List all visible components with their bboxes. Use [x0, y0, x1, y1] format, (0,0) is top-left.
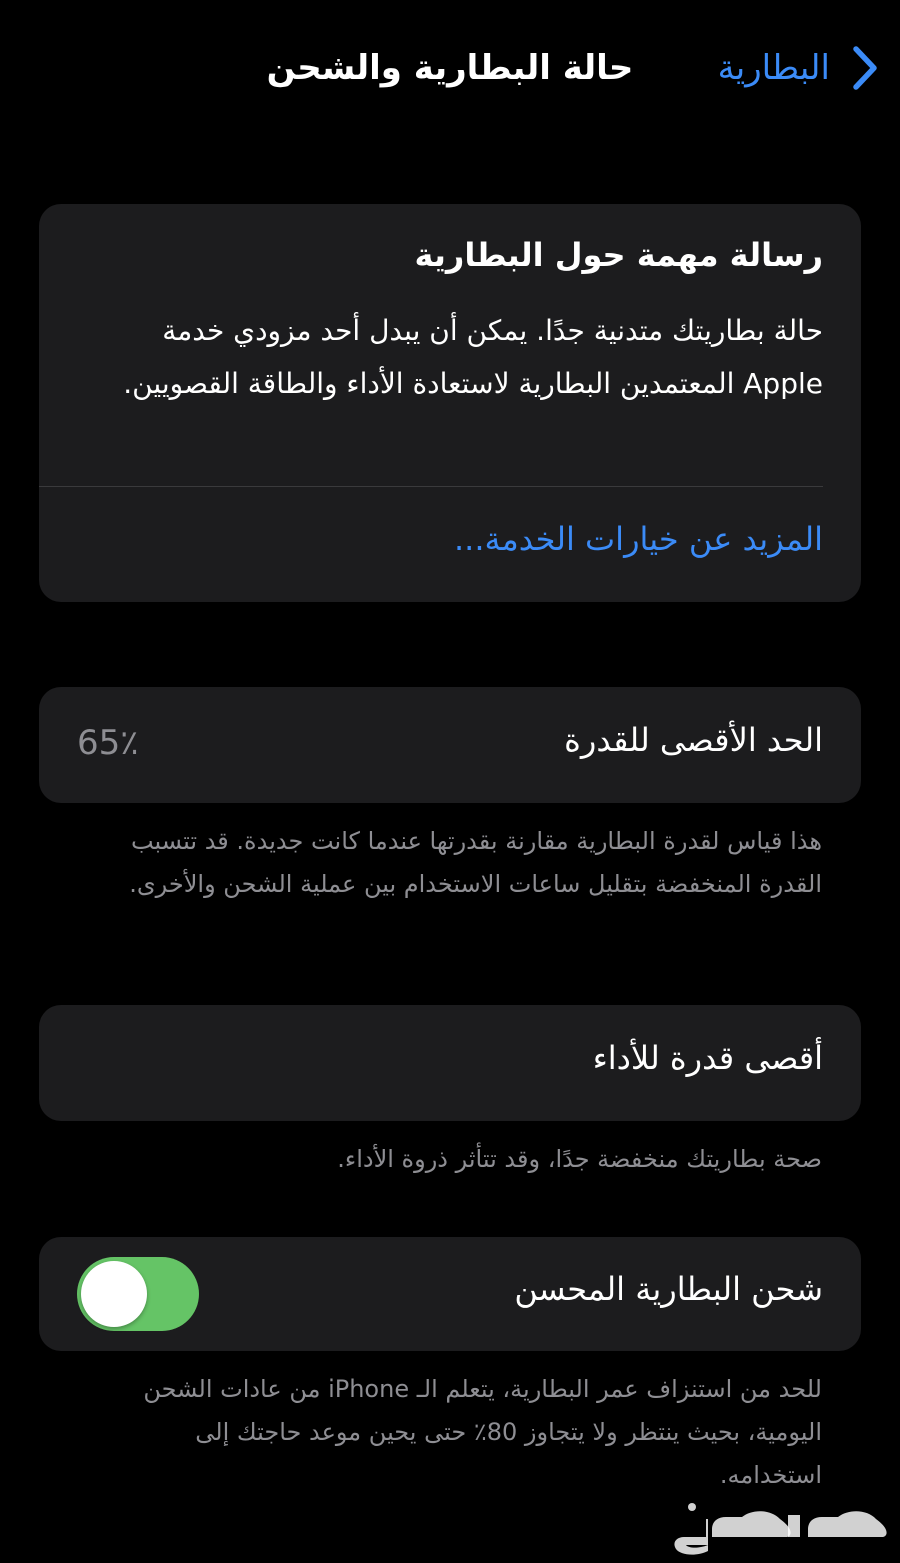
battery-message-body: حالة بطاريتك متدنية جدًا. يمكن أن يبدل أحد مزودي خدمة Apple المعتمدين البطارية لاستعادة الأداء والطاقة القصويين. — [123, 314, 823, 400]
toggle-knob — [81, 1261, 147, 1327]
important-battery-message-card — [39, 204, 861, 602]
page-title: حالة البطارية والشحن — [266, 48, 634, 88]
maximum-capacity-value: 65٪ — [77, 723, 139, 763]
maximum-capacity-row — [39, 687, 861, 803]
divider — [39, 486, 823, 487]
optimized-charging-toggle[interactable] — [77, 1257, 199, 1331]
chevron-right-icon[interactable] — [848, 43, 882, 93]
service-options-link[interactable]: المزيد عن خيارات الخدمة... — [453, 520, 823, 558]
optimized-charging-label: شحن البطارية المحسن — [514, 1270, 823, 1308]
peak-performance-footnote: صحة بطاريتك منخفضة جدًا، وقد تتأثر ذروة الأداء. — [337, 1145, 822, 1173]
navigation-bar — [0, 28, 900, 108]
battery-message-title: رسالة مهمة حول البطارية — [414, 236, 823, 274]
optimized-charging-row — [39, 1237, 861, 1351]
optimized-charging-footnote: للحد من استنزاف عمر البطارية، يتعلم الـ iPhone من عادات الشحن اليومية، بحيث ينتظر ولا يتجاوز 80٪ حتى يحين موعد حاجتك إلى استخدامه. — [143, 1375, 822, 1489]
peak-performance-row — [39, 1005, 861, 1121]
back-button-label[interactable]: البطارية — [717, 48, 830, 88]
peak-performance-label: أقصى قدرة للأداء — [592, 1039, 823, 1077]
maximum-capacity-label: الحد الأقصى للقدرة — [564, 721, 823, 759]
back-button[interactable] — [718, 38, 882, 98]
maximum-capacity-footnote: هذا قياس لقدرة البطارية مقارنة بقدرتها عندما كانت جديدة. قد تتسبب القدرة المنخفضة بتقليل ساعات الاستخدام بين عملية الشحن والأخرى. — [129, 827, 822, 898]
haraj-watermark-logo — [662, 1493, 894, 1559]
